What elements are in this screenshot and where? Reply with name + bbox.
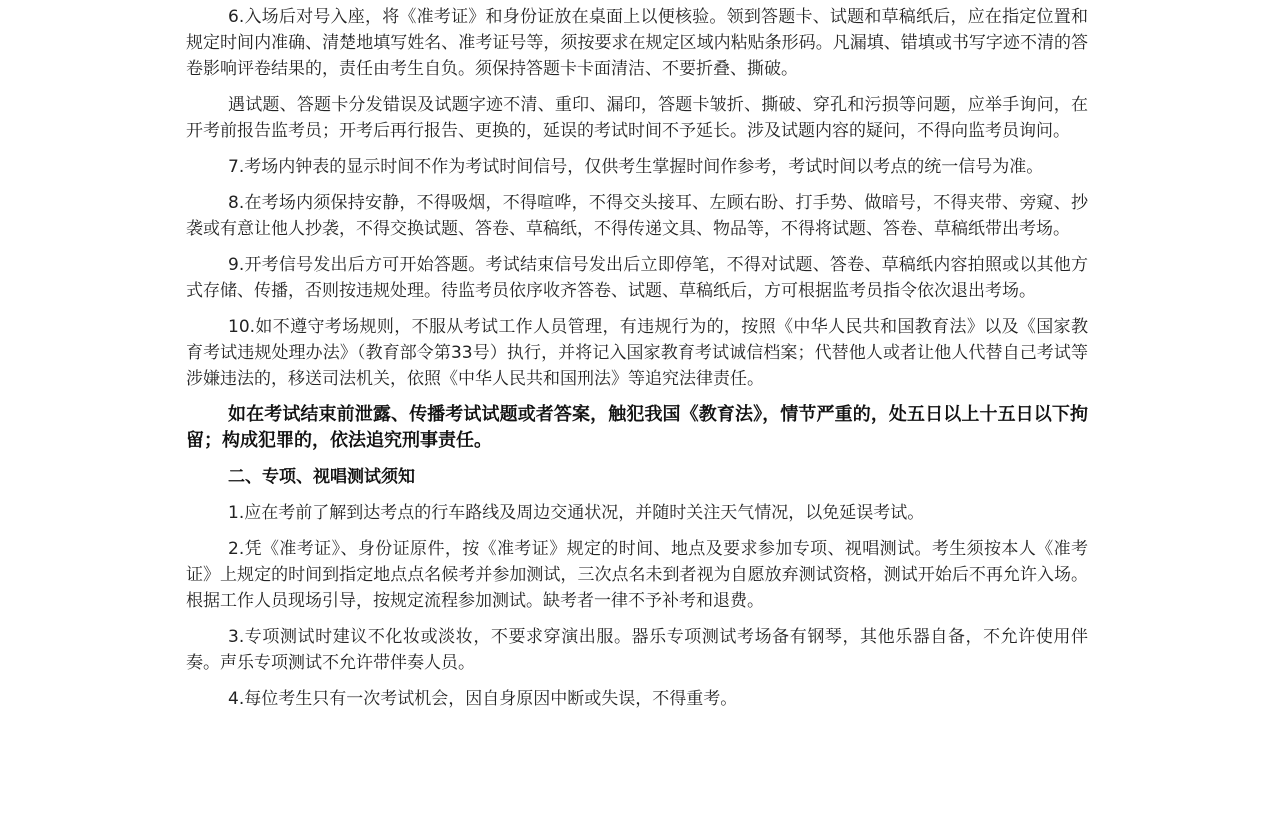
section-item-1: 1.应在考前了解到达考点的行车路线及周边交通状况，并随时关注天气情况，以免延误考试。 <box>228 503 925 523</box>
rule-paragraph-7: 7.考场内钟表的显示时间不作为考试时间信号，仅供考生掌握时间作参考，考试时间以考点的统一信号为准。 <box>228 157 1044 177</box>
rule-paragraph-6: 6.入场后对号入座，将《准考证》和身份证放在桌面上以便核验。领到答题卡、试题和草稿纸后，应在指定位置和规定时间内准确、清楚地填写姓名、准考证号等，须按要求在规定区域内粘贴条形码。凡漏填、错填或书写字迹不清的答卷影响评卷结果的，责任由考生自负。须保持答题卡卡面清洁、不要折叠、撕破。 <box>186 7 1088 79</box>
section-heading: 二、专项、视唱测试须知 <box>228 467 415 487</box>
rule-paragraph-9: 9.开考信号发出后方可开始答题。考试结束信号发出后立即停笔，不得对试题、答卷、草稿纸内容拍照或以其他方式存储、传播，否则按违规处理。待监考员依序收齐答卷、试题、草稿纸后，方可根据监考员指令依次退出考场。 <box>186 255 1088 301</box>
section-item-4: 4.每位考生只有一次考试机会，因自身原因中断或失误，不得重考。 <box>228 689 738 709</box>
section-item-2: 2.凭《准考证》、身份证原件，按《准考证》规定的时间、地点及要求参加专项、视唱测试。考生须按本人《准考证》上规定的时间到指定地点点名候考并参加测试，三次点名未到者视为自愿放弃测试资格，测试开始后不再允许入场。根据工作人员现场引导，按规定流程参加测试。缺考者一律不予补考和退费。 <box>186 539 1088 611</box>
legal-warning: 如在考试结束前泄露、传播考试试题或者答案，触犯我国《教育法》，情节严重的，处五日以上十五日以下拘留；构成犯罪的，依法追究刑事责任。 <box>186 404 1088 451</box>
section-item-3: 3.专项测试时建议不化妆或淡妆，不要求穿演出服。器乐专项测试考场备有钢琴，其他乐器自备，不允许使用伴奏。声乐专项测试不允许带伴奏人员。 <box>186 627 1088 673</box>
document-body <box>186 4 1088 722</box>
rule-paragraph-6-continued: 遇试题、答题卡分发错误及试题字迹不清、重印、漏印，答题卡皱折、撕破、穿孔和污损等问题，应举手询问，在开考前报告监考员；开考后再行报告、更换的，延误的考试时间不予延长。涉及试题内容的疑问，不得向监考员询问。 <box>186 95 1088 141</box>
rule-paragraph-10: 10.如不遵守考场规则，不服从考试工作人员管理，有违规行为的，按照《中华人民共和国教育法》以及《国家教育考试违规处理办法》（教育部令第33号）执行，并将记入国家教育考试诚信档案；代替他人或者让他人代替自己考试等涉嫌违法的，移送司法机关，依照《中华人民共和国刑法》等追究法律责任。 <box>186 317 1088 389</box>
rule-paragraph-8: 8.在考场内须保持安静，不得吸烟，不得喧哗，不得交头接耳、左顾右盼、打手势、做暗号，不得夹带、旁窥、抄袭或有意让他人抄袭，不得交换试题、答卷、草稿纸，不得传递文具、物品等，不得将试题、答卷、草稿纸带出考场。 <box>186 193 1088 239</box>
